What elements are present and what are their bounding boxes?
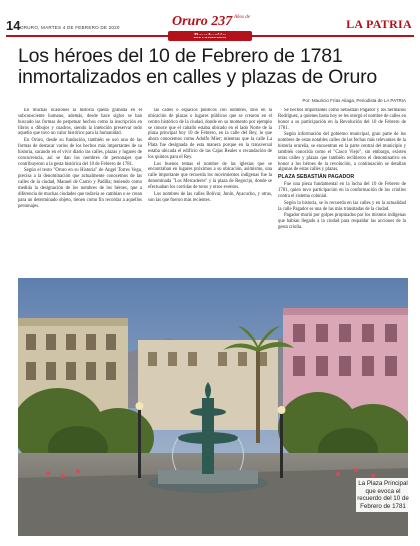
plaza-photo — [18, 278, 408, 536]
article-byline: Por: Mauricio Frías Aliaga, Periodista de LA PATRIA — [302, 98, 406, 103]
emblem-years: Años de — [234, 15, 250, 20]
paragraph: las calles o espacios públicos con nombres, sino en la ubicación de plazas o lugares públicos que se crearon en el centro histórico de la ciudad, donde en su momento por ejemplo se conoce que el caballo estaba ubicado en el lado Norte de la plaza principal hoy 10 de Febrero, en la calle del Rey, lo que ahora conocemos como Adolfo Mier; mientras que la calle La Plata fue designada de esta manera porque en la transversal estaba ubicada el edificio de las Cajas Reales o recaudación de los quintos para el Rey. — [148, 108, 272, 160]
anniversary-emblem — [168, 14, 252, 42]
paragraph: En muchas ocasiones la historia queda grabada en el subconsciente humano, además, desde hace siglos se han buscado las formas de perpetuar hechos como la inscripción en libros o dibujos y cuadros, siendo la intención preservar todo aquello que tuvo un valor histórico para la humanidad. — [18, 108, 142, 137]
column-subhead: PLAZA SEBASTIÁN PAGADOR — [278, 174, 355, 181]
emblem-title: Oruro 237 — [172, 14, 233, 29]
plaza-illustration — [18, 278, 408, 536]
article-column-1 — [18, 108, 142, 276]
photo-caption: La Plaza Principal que evoca el recuerdo del 10 de Febrero de 1781 — [356, 478, 410, 512]
article-column-2 — [148, 108, 272, 276]
paragraph: Según la historia, se lo recuerda en las calles y en la actualidad la calle Pagador es una de las más transitadas de la ciudad. — [278, 200, 406, 212]
paragraph: En Oruro, desde su fundación, también se usó una de las formas de destacar varios de los hechos más importantes de su historia, sacando en el vivir diario las calles, plazas y lugares de concurrencia, así se dan los nombres de personajes que contribuyeron a la gesta histórica del 10 de Febrero de 1781. — [18, 138, 142, 167]
page-number: 14 — [6, 18, 21, 33]
paragraph: Los buenos temas el nombre de las iglesias que se encontraban en lugares próximos a su ubicación, asimismo, una calle importante que recuerda los movimientos indígenas fue la denominada "Los Mercaderes" y la plaza de Regocijo, donde se efectuaban los corridas de toros y otros eventos. — [148, 161, 272, 190]
dateline: ORURO, MARTES 4 DE FEBRERO DE 2020 — [20, 25, 120, 30]
newspaper-brand: LA PATRIA — [346, 17, 412, 31]
paragraph: Pagador murió por golpes propinados por los mismos indígenas que habían llegado a la ciudad para respaldar las acciones de la gesta criolla. — [278, 213, 406, 231]
paragraph: Fue una pieza fundamental en la lucha del 10 de Febrero de 1781, quien tuvo participación en la conformación de los criollos contra el sistema colonial. — [278, 182, 406, 199]
header-rule — [6, 35, 414, 37]
paragraph: Los nombres de las calles Bolívar, Junín, Ayacucho, y otras, son las que fueron más recientes. — [148, 191, 272, 203]
paragraph: Según el texto "Oruro en su Historia" de Angel Torres Vega, precisa a la denominación que actualmente conocemos de las calles de la ciudad, Manuel de Castro y Padilla; teniendo como medida la designación de los nombres de los héroes, que a diferencia de muchas ciudades que todavía se cambian o se crean para un determinado objeto, tienen como fin recordar a aquellos personajes. — [18, 168, 142, 209]
article-headline: Los héroes del 10 de Febrero de 1781 inmortalizados en calles y plazas de Oruro — [18, 45, 378, 88]
paragraph: Según información del gobierno municipal, gran parte de los nombres de estas notables calles de las fechas más relevantes de la historia orureña, se encuentran en la parte central del municipio y también conocida como el "Casco Viejo", sin embargo, existen otras calles y plazas que también recibieron el denominativo en honor a los héroes de la revolución, a continuación se detallan algunas de estas calles y plazas. — [278, 132, 406, 173]
paragraph: Se hechos importantes como Sebastián Pagador y los hermanos Rodríguez, a quienes hasta hoy se les otorgó el nombre de calles en honor a su participación en la Revolución del 10 de Febrero de 1781. — [278, 108, 406, 131]
